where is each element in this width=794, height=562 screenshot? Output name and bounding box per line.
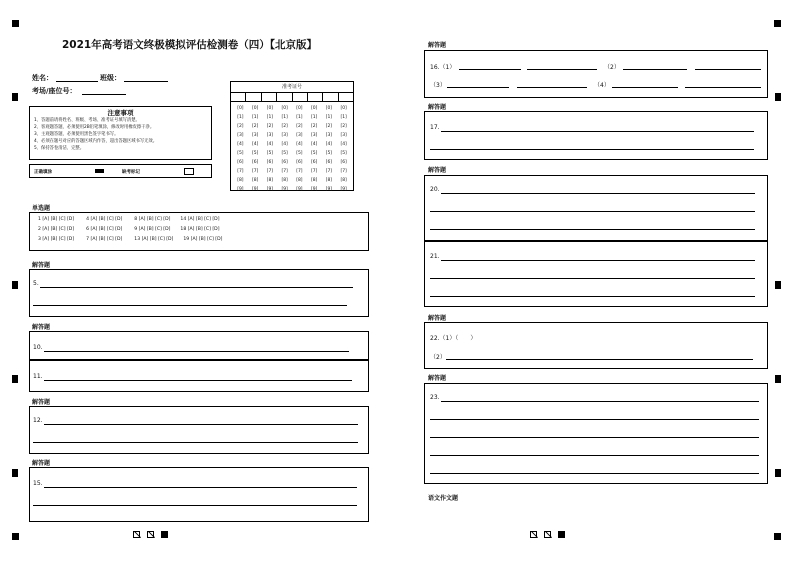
corner-mark-top-right: [774, 20, 781, 27]
admission-digit-bubble[interactable]: [8]: [281, 178, 288, 183]
timing-mark-right-3: [775, 375, 781, 383]
answer-line[interactable]: [623, 69, 687, 70]
answer-line[interactable]: [33, 442, 358, 443]
admission-digit-bubble[interactable]: [1]: [237, 115, 244, 120]
admission-digit-bubble[interactable]: [4]: [266, 142, 274, 147]
admission-digit-bubble[interactable]: [3]: [251, 133, 259, 138]
answer-box-q22: [424, 322, 768, 369]
admission-number-grid: [230, 81, 354, 191]
admission-digit-bubble[interactable]: [5]: [296, 151, 303, 156]
admission-digit-bubble[interactable]: [4]: [281, 142, 288, 147]
timing-mark-right-2: [775, 281, 781, 289]
section-heading: 解答题: [428, 315, 447, 322]
page-marker-filled: [558, 531, 565, 538]
admission-digit-bubble[interactable]: [0]: [266, 106, 274, 111]
admission-digit-bubble[interactable]: [7]: [251, 169, 259, 174]
answer-box-q20: [424, 175, 768, 241]
answer-box-q23: [424, 383, 768, 484]
answer-line[interactable]: [441, 401, 759, 402]
admission-digit-bubble[interactable]: [6]: [310, 160, 318, 165]
admission-digit-bubble[interactable]: [6]: [281, 160, 288, 165]
answer-line[interactable]: [430, 419, 759, 420]
mc-row[interactable]: 3 [A] [B] [C] [D] 7 [A] [B] [C] [D] 13 [A] [B] [C] [D] 19 [A] [B] [C] [D]: [38, 237, 223, 242]
name-field[interactable]: [56, 81, 98, 82]
timing-mark-left-3: [12, 375, 18, 383]
admission-digit-bubble[interactable]: [5]: [281, 151, 288, 156]
timing-mark-left-1: [12, 93, 18, 101]
answer-box-q21: [424, 241, 768, 307]
room-seat-label: 考场/座位号：: [32, 87, 77, 95]
admission-digit-bubble[interactable]: [5]: [266, 151, 274, 156]
admission-digit-bubble[interactable]: [1]: [281, 115, 288, 120]
admission-digit-bubble[interactable]: [2]: [310, 124, 318, 129]
answer-line[interactable]: [441, 193, 755, 194]
answer-line[interactable]: [430, 229, 755, 230]
mc-section-heading: 单选题: [32, 205, 51, 212]
admission-digit-bubble[interactable]: [9]: [310, 187, 318, 192]
section-heading: 解答题: [428, 167, 447, 174]
admission-digit-bubble[interactable]: [0]: [325, 106, 333, 111]
question-number: 17.: [430, 124, 440, 131]
admission-digit-column[interactable]: [307, 104, 322, 194]
question-number: 20.: [430, 186, 440, 193]
admission-digit-bubble[interactable]: [0]: [237, 106, 244, 111]
admission-digit-columns[interactable]: [231, 102, 353, 194]
sub-question-number: （2）: [430, 354, 446, 361]
admission-digit-bubble[interactable]: [9]: [281, 187, 288, 192]
notice-heading: 注意事项: [107, 109, 134, 117]
page-title: 2021年高考语文终极模拟评估检测卷（四）【北京版】: [62, 39, 317, 51]
admission-digit-bubble[interactable]: [1]: [266, 115, 274, 120]
timing-mark-left-2: [12, 281, 18, 289]
answer-line[interactable]: [612, 87, 678, 88]
admission-digit-bubble[interactable]: [3]: [310, 133, 318, 138]
answer-line[interactable]: [446, 359, 753, 360]
sub-question-number: （2）: [604, 64, 620, 71]
page-marker-box: [530, 531, 537, 538]
admission-digit-bubble[interactable]: [1]: [251, 115, 259, 120]
admission-digit-bubble[interactable]: [6]: [325, 160, 333, 165]
admission-digit-bubble[interactable]: [0]: [281, 106, 288, 111]
answer-box-q10: [29, 331, 369, 360]
admission-digit-bubble[interactable]: [4]: [325, 142, 333, 147]
answer-line[interactable]: [430, 149, 754, 150]
answer-box-q16: [424, 50, 768, 98]
admission-digit-column[interactable]: [277, 104, 292, 194]
admission-digit-bubble[interactable]: [1]: [325, 115, 333, 120]
admission-digit-bubble[interactable]: [1]: [340, 115, 347, 120]
question-number: 10.: [33, 344, 43, 351]
notice-box: [29, 106, 212, 160]
admission-digit-bubble[interactable]: [7]: [266, 169, 274, 174]
admission-digit-column[interactable]: [263, 104, 278, 194]
admission-digit-bubble[interactable]: [6]: [266, 160, 274, 165]
admission-digit-bubble[interactable]: [1]: [310, 115, 318, 120]
admission-digit-bubble[interactable]: [9]: [296, 187, 303, 192]
section-heading: 解答题: [32, 460, 51, 467]
admission-digit-bubble[interactable]: [3]: [266, 133, 274, 138]
admission-digit-bubble[interactable]: [5]: [251, 151, 259, 156]
admission-digit-bubble[interactable]: [7]: [281, 169, 288, 174]
timing-mark-right-4: [775, 469, 781, 477]
admission-digit-bubble[interactable]: [4]: [296, 142, 303, 147]
admission-digit-bubble[interactable]: [2]: [251, 124, 259, 129]
answer-line[interactable]: [44, 351, 349, 352]
page-marker-box: [133, 531, 140, 538]
correct-fill-swatch: [95, 169, 104, 173]
answer-box-q11: [29, 360, 369, 392]
answer-box-q17: [424, 111, 768, 160]
admission-digit-bubble[interactable]: [1]: [296, 115, 303, 120]
admission-digit-bubble[interactable]: [5]: [237, 151, 244, 156]
answer-line[interactable]: [40, 287, 353, 288]
name-label: 姓名：: [32, 74, 53, 82]
answer-line[interactable]: [527, 69, 597, 70]
answer-line[interactable]: [447, 87, 509, 88]
admission-number-entry-row[interactable]: [231, 93, 353, 102]
answer-line[interactable]: [430, 437, 759, 438]
answer-line[interactable]: [430, 455, 759, 456]
question-number: 12.: [33, 417, 43, 424]
answer-line[interactable]: [459, 69, 521, 70]
sub-question-number: （4）: [594, 82, 610, 89]
admission-digit-bubble[interactable]: [5]: [310, 151, 318, 156]
admission-digit-bubble[interactable]: [9]: [251, 187, 259, 192]
essay-heading: 语文作文题: [428, 495, 459, 502]
answer-line[interactable]: [44, 424, 358, 425]
admission-digit-bubble[interactable]: [8]: [310, 178, 318, 183]
admission-digit-bubble[interactable]: [8]: [296, 178, 303, 183]
admission-digit-bubble[interactable]: [8]: [251, 178, 259, 183]
admission-digit-bubble[interactable]: [0]: [251, 106, 259, 111]
timing-mark-left-4: [12, 469, 18, 477]
admission-digit-bubble[interactable]: [8]: [325, 178, 333, 183]
corner-mark-top-left: [12, 20, 19, 27]
answer-line[interactable]: [430, 473, 759, 474]
question-number: 23.: [430, 394, 440, 401]
notice-item: 5、保持答卷清洁、完整。: [34, 146, 84, 151]
admission-digit-bubble[interactable]: [9]: [340, 187, 347, 192]
admission-digit-bubble[interactable]: [9]: [237, 187, 244, 192]
admission-digit-bubble[interactable]: [6]: [251, 160, 259, 165]
answer-line[interactable]: [517, 87, 587, 88]
notice-item: 1、答题前请将姓名、班级、考场、准考证号填写清楚。: [34, 118, 140, 123]
question-number: 21.: [430, 253, 440, 260]
admission-digit-bubble[interactable]: [2]: [340, 124, 347, 129]
admission-digit-bubble[interactable]: [2]: [266, 124, 274, 129]
admission-number-label: 准考证号: [231, 82, 353, 93]
admission-digit-bubble[interactable]: [4]: [310, 142, 318, 147]
admission-digit-bubble[interactable]: [4]: [237, 142, 244, 147]
admission-digit-bubble[interactable]: [4]: [251, 142, 259, 147]
page-marker-box: [544, 531, 551, 538]
correct-fill-label: 正确填涂: [34, 170, 52, 175]
question-number: 11.: [33, 373, 43, 380]
admission-digit-bubble[interactable]: [3]: [281, 133, 288, 138]
admission-digit-bubble[interactable]: [3]: [237, 133, 244, 138]
section-heading: 解答题: [428, 375, 447, 382]
answer-line[interactable]: [441, 131, 754, 132]
admission-digit-bubble[interactable]: [3]: [325, 133, 333, 138]
question-number: 22.（1）（ ）: [430, 335, 477, 342]
question-number: 15.: [33, 480, 43, 487]
room-seat-field[interactable]: [82, 94, 126, 95]
sub-question-number: （3）: [430, 82, 446, 89]
class-field[interactable]: [124, 81, 168, 82]
notice-item: 4、必须在题号对应的答题区域内作答，超出答题区域书写无效。: [34, 139, 158, 144]
mc-row[interactable]: 1 [A] [B] [C] [D] 4 [A] [B] [C] [D] 8 [A] [B] [C] [D] 14 [A] [B] [C] [D]: [38, 217, 220, 222]
admission-digit-column[interactable]: [322, 104, 337, 194]
answer-line[interactable]: [430, 211, 755, 212]
answer-line[interactable]: [430, 278, 755, 279]
admission-digit-bubble[interactable]: [6]: [340, 160, 347, 165]
corner-mark-bottom-left: [12, 533, 19, 540]
answer-line[interactable]: [33, 305, 347, 306]
absent-mark-checkbox[interactable]: [184, 168, 194, 175]
admission-digit-bubble[interactable]: [3]: [340, 133, 347, 138]
answer-box-q5: [29, 269, 369, 317]
admission-digit-column[interactable]: [248, 104, 263, 194]
answer-line[interactable]: [685, 87, 761, 88]
admission-digit-bubble[interactable]: [2]: [237, 124, 244, 129]
answer-box-q12: [29, 406, 369, 454]
fill-example-bar: [29, 164, 212, 178]
answer-line[interactable]: [33, 505, 357, 506]
absent-mark-label: 缺考标记: [122, 170, 140, 175]
admission-digit-bubble[interactable]: [5]: [325, 151, 333, 156]
admission-digit-bubble[interactable]: [7]: [325, 169, 333, 174]
notice-item: 2、客观题答题，必须使用2B铅笔填涂，修改时用橡皮擦干净。: [34, 125, 155, 130]
section-heading: 解答题: [32, 399, 51, 406]
admission-digit-bubble[interactable]: [0]: [310, 106, 318, 111]
admission-digit-bubble[interactable]: [7]: [310, 169, 318, 174]
section-heading: 解答题: [428, 42, 447, 49]
section-heading: 解答题: [428, 104, 447, 111]
admission-digit-column[interactable]: [292, 104, 307, 194]
page-marker-box: [147, 531, 154, 538]
answer-line[interactable]: [441, 260, 755, 261]
page-marker-filled: [161, 531, 168, 538]
admission-digit-bubble[interactable]: [8]: [266, 178, 274, 183]
corner-mark-bottom-right: [774, 533, 781, 540]
admission-digit-bubble[interactable]: [9]: [266, 187, 274, 192]
admission-digit-bubble[interactable]: [6]: [296, 160, 303, 165]
admission-digit-bubble[interactable]: [2]: [325, 124, 333, 129]
answer-line[interactable]: [44, 487, 357, 488]
admission-digit-bubble[interactable]: [2]: [296, 124, 303, 129]
admission-digit-bubble[interactable]: [0]: [296, 106, 303, 111]
admission-digit-bubble[interactable]: [3]: [296, 133, 303, 138]
notice-item: 3、主观题答题，必须使用黑色签字笔书写。: [34, 132, 119, 137]
admission-digit-column[interactable]: [233, 104, 248, 194]
admission-digit-column[interactable]: [336, 104, 351, 194]
class-label: 班级：: [100, 74, 121, 82]
answer-box-q15: [29, 467, 369, 522]
admission-digit-bubble[interactable]: [5]: [340, 151, 347, 156]
admission-digit-bubble[interactable]: [7]: [340, 169, 347, 174]
section-heading: 解答题: [32, 262, 51, 269]
answer-line[interactable]: [695, 69, 761, 70]
admission-digit-bubble[interactable]: [7]: [296, 169, 303, 174]
timing-mark-right-1: [775, 93, 781, 101]
mc-row[interactable]: 2 [A] [B] [C] [D] 6 [A] [B] [C] [D] 9 [A] [B] [C] [D] 18 [A] [B] [C] [D]: [38, 227, 220, 232]
admission-digit-bubble[interactable]: [7]: [237, 169, 244, 174]
admission-digit-bubble[interactable]: [9]: [325, 187, 333, 192]
admission-digit-bubble[interactable]: [4]: [340, 142, 347, 147]
section-heading: 解答题: [32, 324, 51, 331]
question-number: 5.: [33, 280, 39, 287]
answer-line[interactable]: [430, 296, 755, 297]
admission-digit-bubble[interactable]: [6]: [237, 160, 244, 165]
admission-digit-bubble[interactable]: [2]: [281, 124, 288, 129]
question-number: 16.（1）: [430, 64, 456, 71]
admission-digit-bubble[interactable]: [8]: [237, 178, 244, 183]
admission-digit-bubble[interactable]: [0]: [340, 106, 347, 111]
answer-line[interactable]: [44, 380, 352, 381]
admission-digit-bubble[interactable]: [8]: [340, 178, 347, 183]
